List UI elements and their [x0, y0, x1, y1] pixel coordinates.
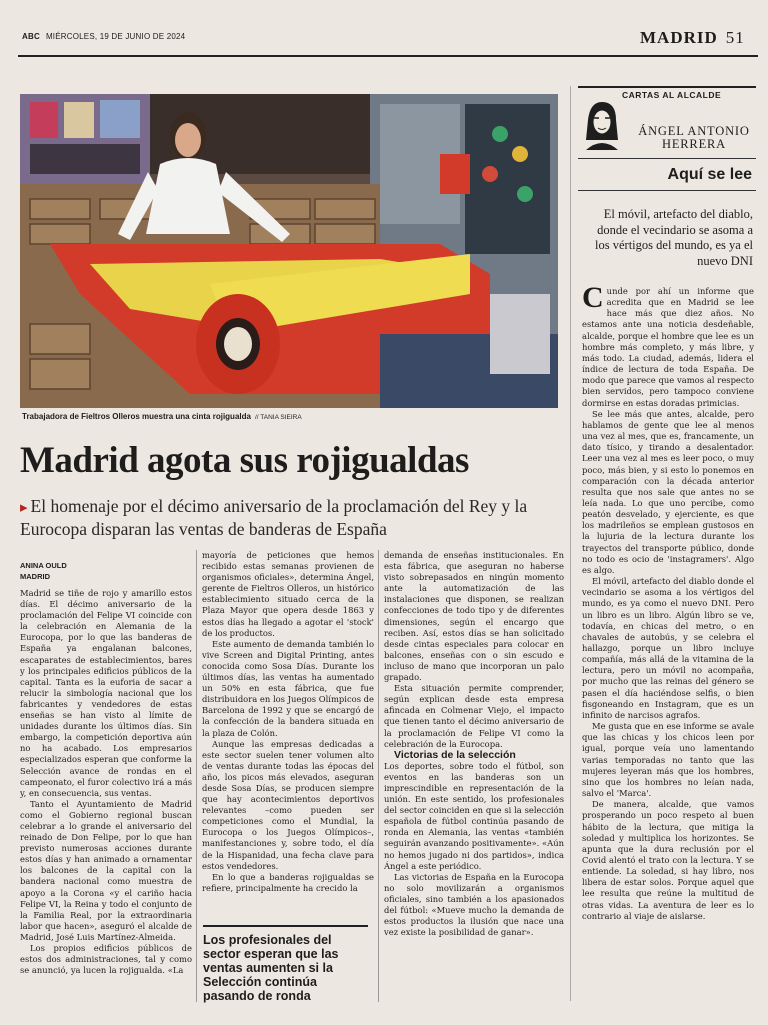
byline: [20, 560, 67, 582]
subhead-text: El homenaje por el décimo aniversario de la proclamación del Rey y la Eurocopa disparan las ventas de banderas de España: [20, 496, 528, 539]
article-paragraph: Tanto el Ayuntamiento de Madrid como el Gobierno regional buscan celebrar a lo grande el aniversario del reinado de Don Felipe, por lo que han previsto numerosas acciones durante estos días y han animado a ornamentar los balcones de la capital con la bandera nacional como muestra de apoyo a la Corona «y el cariño hacia Felipe VI, la Reina y todo el conjunto de la Familia Real, por la extraordinaria labor que hacen», aseguró el alcalde de Madrid, José Luis Martínez-Almeida.: [20, 798, 192, 942]
header-rule: [18, 55, 758, 57]
page-number: 51: [725, 28, 745, 47]
photo-illustration: [20, 94, 558, 408]
opinion-body: [582, 281, 754, 922]
column-rule: [378, 550, 379, 1002]
news-photo: [20, 94, 558, 408]
opinion-paragraph: De manera, alcalde, que vamos prosperando un poco respeto al buen hábito de la lectura, que mitiga la soledad y multiplica los horizontes. Se apunta que la dura reclusión por el Covid alentó el trato con la lectura. Y se entiende. La soledad, si hay libro, nos libera de estar solos. Porque aquel que lee resulta que reúne la multitud de otras vidas. La aventura de leer es lo contrario al viaje de aislarse.: [582, 799, 754, 921]
author-portrait: [582, 100, 622, 150]
opinion-paragraph-text: unde por ahí un informe que acredita que en Madrid se lee hace más que diez años. No estamos ante una noticia desdeñable, alcalde, porque el hombre que lee es un hombre más completo, y más libre, y más todo. La ciudad, además, lidera el índice de lectura de toda España. De modo que parece que vamos al respecto bien servidos, pero tampoco conviene dormirse en estas doradas primicias.: [582, 286, 754, 408]
opinion-top-rule: [578, 86, 756, 88]
byline-author: ANINA OULD: [20, 561, 67, 570]
article-paragraph: Este aumento de demanda también lo vive Screen and Digital Printing, antes conocida como Sosa Días. Durante los últimos días, las ventas ha aumentado un 50% en esta fábrica, que fue distribuidora en los Juegos Olímpicos de Barcelona de 1992 y que se encargó de la confección de la bandera situada en la plaza de Colón.: [202, 638, 374, 738]
author-rule: [578, 158, 756, 159]
page-date: MIÉRCOLES, 19 DE JUNIO DE 2024: [45, 32, 186, 41]
article-column-1: [20, 588, 192, 976]
arrow-icon: ▸: [20, 500, 28, 516]
photo-caption: [22, 412, 562, 421]
article-paragraph: demanda de enseñas institucionales. En esta fábrica, que aseguran no haberse visto sobrepasados en ningún momento ante la automatización de las instalaciones que disponen, se realizan confecciones de todo tipo y de diferentes dimensiones, según el encargo que reciben. Así, estos días se han solicitado desde cintas especiales para colocar en balcones, enseñas con o sin escudo e incluso de mano que incorporan un palo grapado.: [384, 550, 564, 683]
article-column-2: [202, 550, 374, 894]
page-header-left: [22, 32, 185, 41]
article-paragraph: Aunque las empresas dedicadas a este sector suelen tener volumen alto de ventas durante todas las épocas del año, los picos más elevados, aseguran desde Sosa Días, se producen siempre que hay acontecimientos deportivos relevantes –como pueden ser competiciones como el Mundial, la Eurocopa o los Juegos Olímpicos–, manifestanciones y, sobre todo, el día de la Hispanidad, una fecha clave para estos vendedores.: [202, 738, 374, 871]
opinion-paragraph: [582, 281, 754, 409]
opinion-author: ÁNGEL ANTONIO HERRERA: [638, 124, 750, 151]
column-rule: [196, 550, 197, 1002]
article-column-3: [384, 550, 564, 938]
article-paragraph: Los deportes, sobre todo el fútbol, son eventos en las banderas son un imprescindible en representación de la unión. En este sentido, los profesionales del sector coinciden en que si la selección española de fútbol continúa pasando de ronda en Alemania, las ventas «también seguirán avanzando positivamente». «Aún no hemos jugado ni dos partidos», indica Ángel a este periódico.: [384, 760, 564, 871]
article-paragraph: Esta situación permite comprender, según explican desde esta empresa afincada en Colmenar Viejo, el impacto que tienen tanto el décimo aniversario de la proclamación de Felipe VI como la celebración de la Eurocopa.: [384, 683, 564, 749]
brand-logo: ABC: [22, 32, 40, 41]
article-headline: Madrid agota sus rojigualdas: [20, 440, 469, 481]
page-header-right: [640, 28, 745, 48]
article-subhead: [20, 496, 568, 540]
opinion-title: Aquí se lee: [667, 166, 752, 183]
byline-place: MADRID: [20, 572, 50, 581]
article-paragraph: En lo que a banderas rojigualdas se refiere, principalmente ha crecido la: [202, 871, 374, 893]
photo-credit: // TANIA SIEIRA: [254, 414, 302, 421]
opinion-section-label: CARTAS AL ALCALDE: [622, 90, 722, 100]
opinion-paragraph: El móvil, artefacto del diablo donde el vecindario se asoma a los vértigos del mundo, es ya como el nuevo DNI. Pero un libro es un libro. Algún libro se ve, todavía, en chicas del metro, o en chavales de autobús, y se celebra el hallazgo, porque un libro incluye compañía, más allá de la vitamina de la lectura, pero un móvil no acompaña, por mucho que las reinas del género se pasen el día haciéndose selfis, o bien fisgoneando en Instagram, que es un infinito de narcisos agrafos.: [582, 576, 754, 720]
article-paragraph: Madrid se tiñe de rojo y amarillo estos días. El décimo aniversario de la proclamación del Felipe VI coincide con la celebración en Alemania de la Eurocopa, por lo que las banderas de España ya engalanan balcones, escaparates de establecimientos, bares y los principales edificios públicos de la capital. Tanta es la euforia de sacar a relucir la simbología nacional que los fabricantes y vendedores de estas enseñas se han visto al límite de unidades durante los últimos días. Sin embargo, la competición deportiva aún no ha acabado. Los empresarios especializados esperan que conforme la Selección avance de rondas en el campeonato, el furor colectivo irá a más y, en consecuencia, sus ventas.: [20, 588, 192, 798]
section-subtitle: Victorias de la selección: [394, 748, 516, 761]
opinion-paragraph: Me gusta que en ese informe se avale que las chicas y los chicos leen por igual, porque veía uno lamentando varias temporadas no tanto que las mujeres leyeran más que los hombres, sino que los hombres no leían nada, salvo el 'Marca'.: [582, 721, 754, 799]
opinion-divider: [570, 86, 571, 1001]
opinion-paragraph: Se lee más que antes, alcalde, pero hablamos de gente que lee al menos una vez al mes, que es, francamente, un dato tísico, y tirando a desalentador. Leer una vez al mes es leer poco, o muy poco, más bien, y si esto lo ponemos en comparación con la década anterior resulta que nos sale que antes no se leía nada. Lo que uno percibe, como peatón desvelado, y ejerciente, es que los madrileños se emplean gustosos en la lujuria de la lectura durante los trayectos del transporte público, donde no todo es ocio de 'instagramers'. Algo es algo.: [582, 408, 754, 575]
article-paragraph: Los propios edificios públicos de estos dos administraciones, tal y como se anunció, ya lucen la rojigualda. «La: [20, 943, 192, 976]
opinion-deck: El móvil, artefacto del diablo, donde el vecindario se asoma a los vértigos del mundo, es ya el nuevo DNI: [595, 207, 753, 268]
section-name: MADRID: [640, 28, 718, 47]
article-paragraph: mayoría de peticiones que hemos recibido estas semanas provienen de organismos oficiales», determina Ángel, gerente de Fieltros Olleros, un histórico establecimiento situado cerca de la Plaza Mayor que opera desde 1863 y estos días ha llegado a agotar el 'stock' de los productos.: [202, 550, 374, 638]
pull-quote: Los profesionales del sector esperan que las ventas aumenten si la Selección continúa pasando de ronda: [203, 925, 368, 1003]
title-rule: [578, 190, 756, 191]
drop-cap: C: [582, 281, 604, 314]
caption-text: Trabajadora de Fieltros Olleros muestra una cinta rojigualda: [22, 412, 251, 421]
article-paragraph: Las victorias de España en la Eurocopa no solo movilizarán a organismos oficiales, sino también a los apasionados del fútbol: «Mueve mucho la demanda de estos productos la ilusión que nace una vez existe la posibilidad de ganar».: [384, 871, 564, 938]
